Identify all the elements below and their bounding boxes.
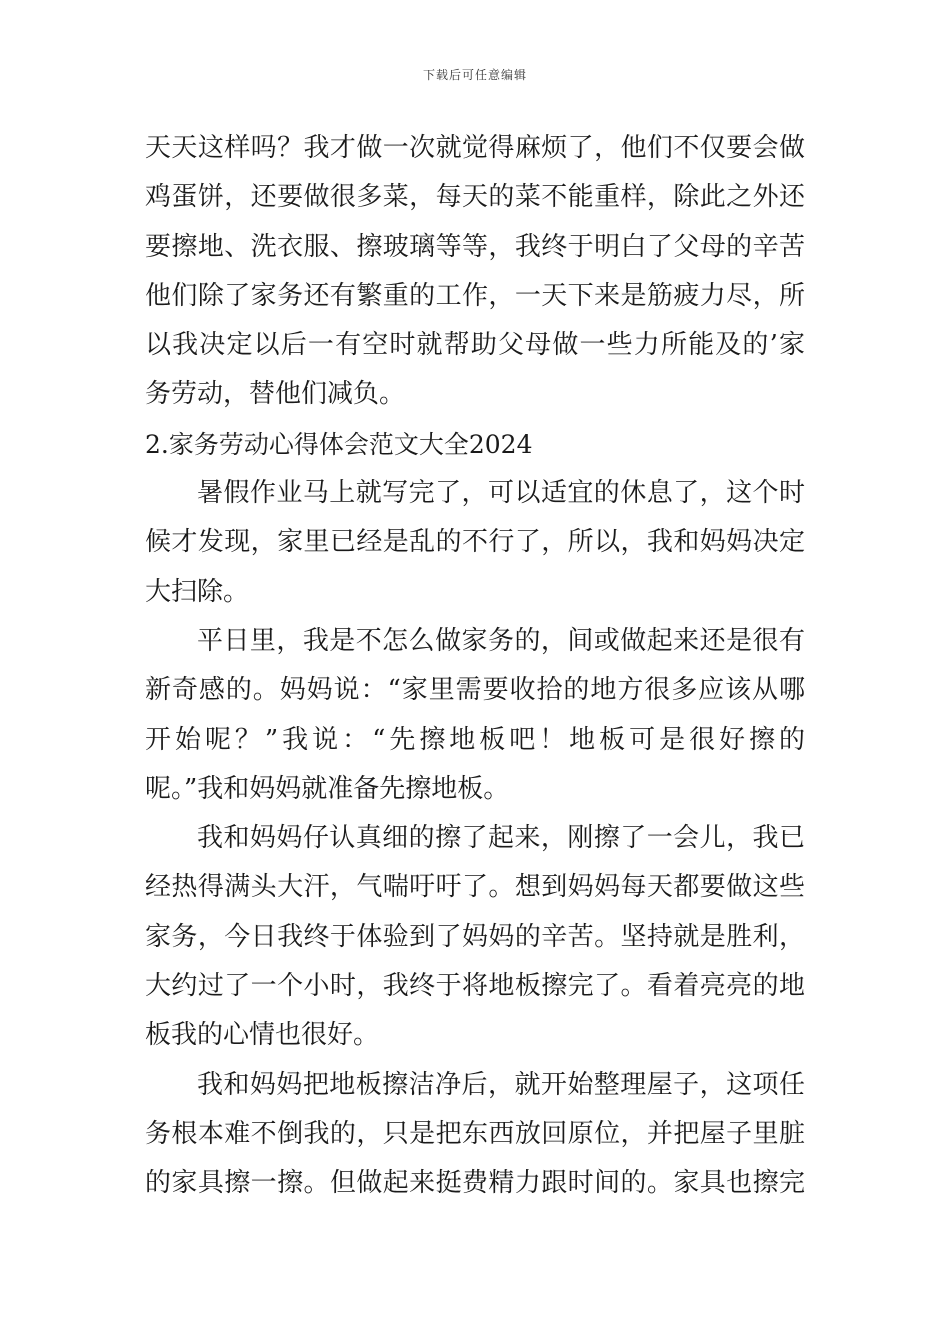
- text-line: 以我决定以后一有空时就帮助父母做一些力所能及的’家: [145, 330, 805, 361]
- text-line: 板我的心情也很好。: [145, 1020, 380, 1051]
- text-line: 我和妈妈把地板擦洁净后，就开始整理屋子，这项任: [197, 1069, 805, 1100]
- text-line: 开始呢？”我说：“先擦地板吧！地板可是很好擦的: [145, 724, 805, 755]
- text-line: 大约过了一个小时，我终于将地板擦完了。看着亮亮的地: [145, 971, 805, 1002]
- section-heading: 2.家务劳动心得体会范文大全2024: [145, 429, 533, 459]
- text-line: 平日里，我是不怎么做家务的，间或做起来还是很有: [197, 625, 805, 656]
- text-line: 新奇感的。妈妈说：“家里需要收拾的地方很多应该从哪: [145, 675, 805, 706]
- text-line: 鸡蛋饼，还要做很多菜，每天的菜不能重样，除此之外还: [145, 182, 805, 213]
- header-note: 下载后可任意编辑: [422, 68, 527, 82]
- text-line: 候才发现，家里已经是乱的不行了，所以，我和妈妈决定: [145, 527, 805, 558]
- text-line: 大扫除。: [145, 576, 250, 607]
- text-line: 要擦地、洗衣服、擦玻璃等等，我终于明白了父母的辛苦: [145, 231, 805, 262]
- text-line: 务根本难不倒我的，只是把东西放回原位，并把屋子里脏: [145, 1118, 805, 1149]
- text-line: 家务，今日我终于体验到了妈妈的辛苦。坚持就是胜利，: [145, 921, 805, 952]
- text-line: 的家具擦一擦。但做起来挺费精力跟时间的。家具也擦完: [145, 1168, 805, 1199]
- text-line: 经热得满头大汗，气喘吁吁了。想到妈妈每天都要做这些: [145, 872, 805, 903]
- text-line: 他们除了家务还有繁重的工作，一天下来是筋疲力尽，所: [145, 280, 805, 311]
- text-line: 务劳动，替他们减负。: [145, 379, 406, 410]
- text-line: 天天这样吗？我才做一次就觉得麻烦了，他们不仅要会做: [145, 133, 805, 163]
- text-line: 暑假作业马上就写完了，可以适宜的休息了，这个时: [197, 478, 805, 509]
- text-line: 我和妈妈仔认真细的擦了起来，刚擦了一会儿，我已: [197, 823, 805, 854]
- text-line: 呢。”我和妈妈就准备先擦地板。: [145, 773, 510, 804]
- document-body: [145, 124, 805, 1209]
